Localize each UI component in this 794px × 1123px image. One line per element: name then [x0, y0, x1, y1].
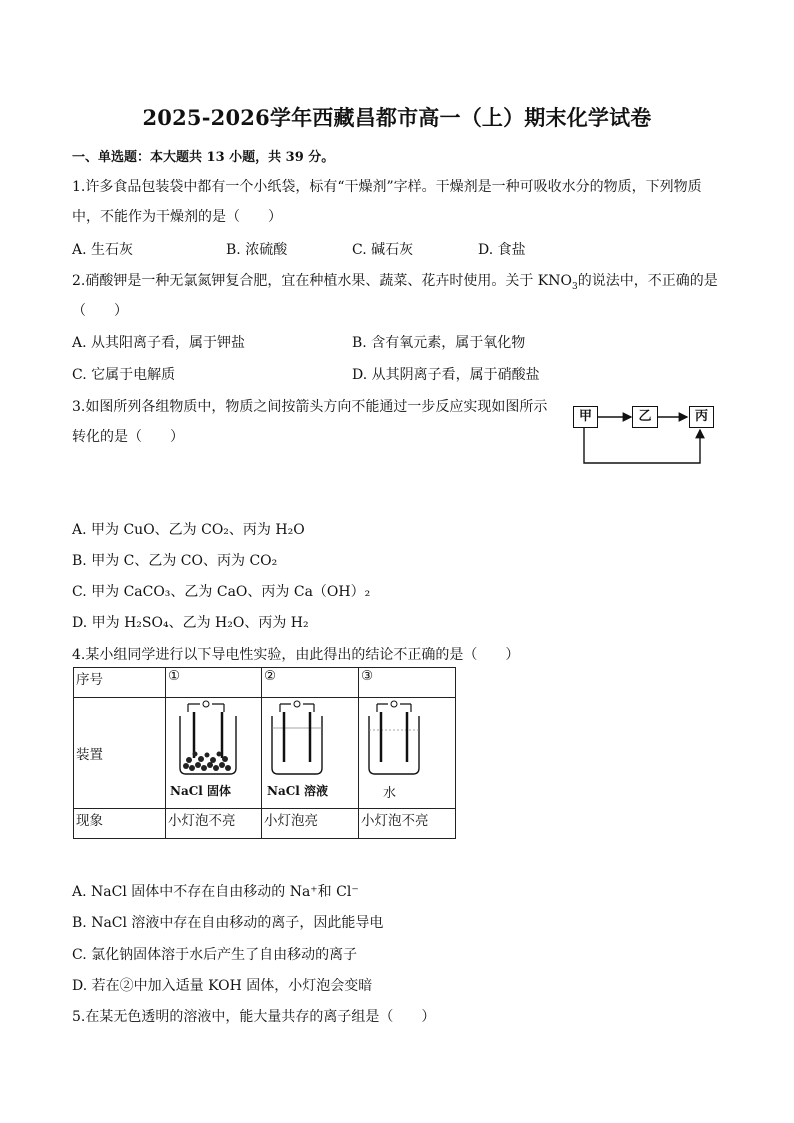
box-yi: 乙 — [632, 406, 658, 428]
row-label-apparatus: 装置 — [74, 698, 166, 809]
section-heading: 一、单选题：本大题共 13 小题，共 39 分。 — [72, 150, 335, 165]
q4-option-a: A. NaCl 固体中不存在自由移动的 Na⁺和 Cl⁻ — [72, 884, 359, 900]
conversion-diagram — [570, 402, 720, 468]
q4-option-d: D. 若在②中加入适量 KOH 固体，小灯泡会变暗 — [72, 978, 373, 994]
result-3: 小灯泡不亮 — [359, 809, 456, 839]
q2-option-b: B. 含有氧元素，属于氧化物 — [352, 335, 526, 351]
q2-stem-line2: （ ） — [72, 303, 128, 319]
caption-3: 水 — [383, 786, 397, 801]
result-2: 小灯泡亮 — [262, 809, 359, 839]
q1-option-d: D. 食盐 — [478, 242, 526, 258]
q2-option-a: A. 从其阳离子看，属于钾盐 — [72, 335, 246, 351]
apparatus-2 — [262, 698, 359, 809]
table-row — [74, 809, 456, 839]
q5-stem: 5.在某无色透明的溶液中，能大量共存的离子组是（ ） — [72, 1009, 436, 1025]
experiment-table — [73, 667, 456, 839]
q2-stem-line1: 2.硝酸钾是一种无氯氮钾复合肥，宜在种植水果、蔬菜、花卉时使用。关于 $KNO_3$的说法中，不正确的是 — [72, 273, 718, 292]
q3-option-c: C. 甲为 CaCO₃、乙为 CaO、丙为 Ca（OH）₂ — [72, 584, 371, 600]
box-jia: 甲 — [573, 406, 598, 428]
q1-option-b: B. 浓硫酸 — [226, 242, 288, 258]
apparatus-3 — [359, 698, 456, 809]
q3-option-a: A. 甲为 CuO、乙为 CO₂、丙为 H₂O — [72, 522, 305, 538]
q3-stem-line1: 3.如图所列各组物质中，物质之间按箭头方向不能通过一步反应实现如图所示 — [72, 399, 548, 415]
col-number-1: ① — [166, 668, 262, 698]
q3-option-b: B. 甲为 C、乙为 CO、丙为 CO₂ — [72, 553, 278, 569]
table-row — [74, 668, 456, 698]
result-1: 小灯泡不亮 — [166, 809, 262, 839]
q1-option-a: A. 生石灰 — [72, 242, 134, 258]
q2-option-c: C. 它属于电解质 — [72, 367, 176, 383]
caption-2: NaCl 溶液 — [267, 784, 329, 798]
q3-option-d: D. 甲为 H₂SO₄、乙为 H₂O、丙为 H₂ — [72, 615, 309, 631]
q4-option-b: B. NaCl 溶液中存在自由移动的离子，因此能导电 — [72, 915, 384, 931]
row-label-phenomenon: 现象 — [74, 809, 166, 839]
col-number-2: ② — [262, 668, 359, 698]
caption-1: NaCl 固体 — [170, 784, 232, 798]
q1-stem-line1: 1.许多食品包装袋中都有一个小纸袋，标有“干燥剂”字样。干燥剂是一种可吸收水分的物质，下列物质 — [72, 179, 702, 195]
table-row — [74, 698, 456, 809]
beaker-water-icon — [361, 698, 453, 808]
box-bing: 丙 — [689, 406, 714, 428]
q3-stem-line2: 转化的是（ ） — [72, 429, 184, 445]
apparatus-1 — [166, 698, 262, 809]
col-number-3: ③ — [359, 668, 456, 698]
row-label-number: 序号 — [74, 668, 166, 698]
q2-option-d: D. 从其阴离子看，属于硝酸盐 — [352, 367, 540, 383]
page-title: 2025-2026学年西藏昌都市高一（上）期末化学试卷 — [142, 105, 652, 130]
q4-stem: 4.某小组同学进行以下导电性实验，由此得出的结论不正确的是（ ） — [72, 647, 520, 663]
q1-option-c: C. 碱石灰 — [352, 242, 414, 258]
q1-stem-line2: 中，不能作为干燥剂的是（ ） — [72, 209, 282, 225]
q4-option-c: C. 氯化钠固体溶于水后产生了自由移动的离子 — [72, 947, 358, 963]
